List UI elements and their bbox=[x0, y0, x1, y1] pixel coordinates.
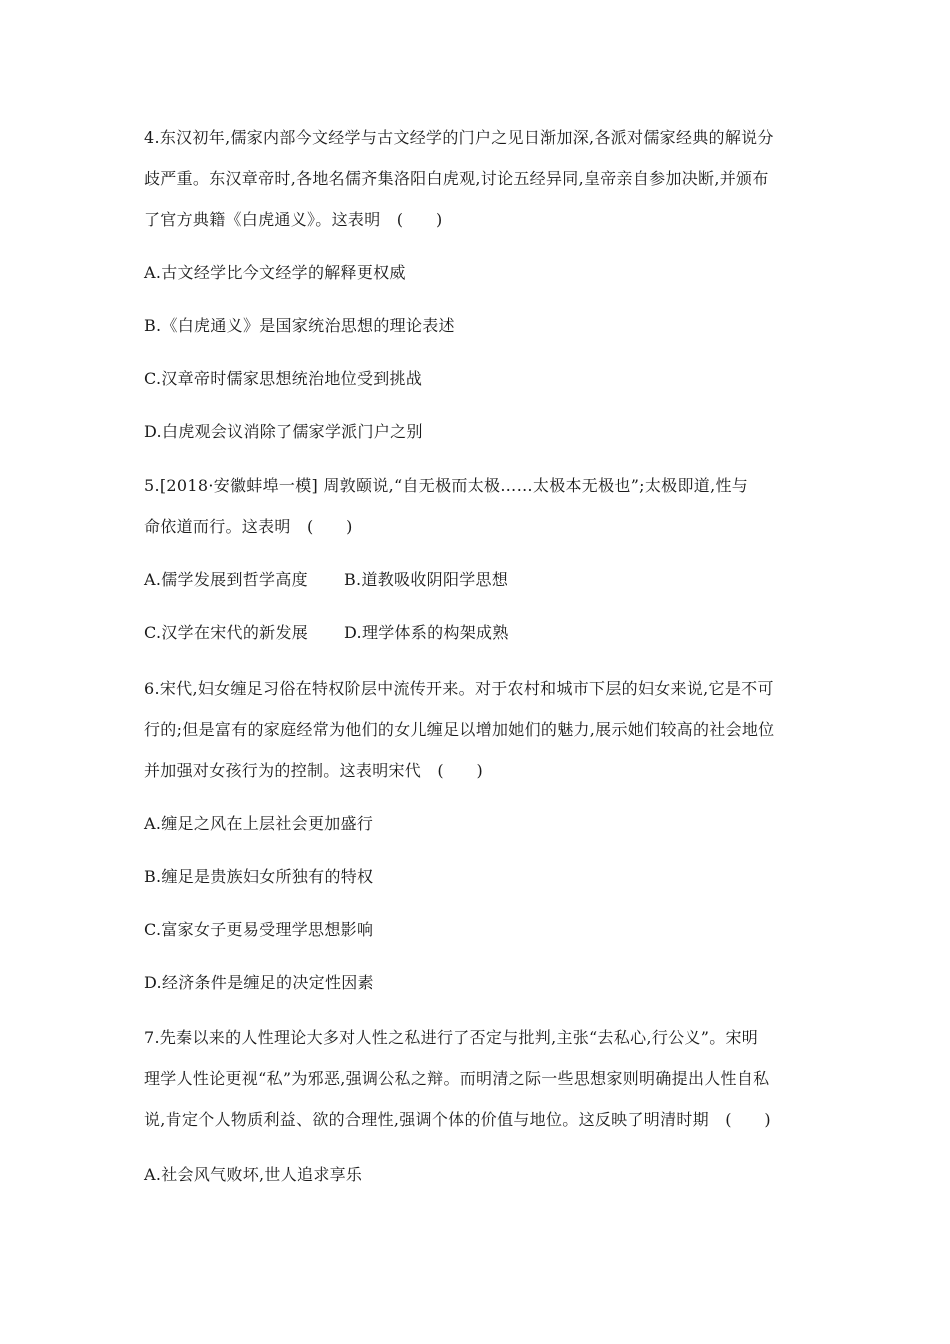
question-7-stem-line-1: 7.先秦以来的人性理论大多对人性之私进行了否定与批判,主张“去私心,行公义”。宋明 bbox=[144, 1028, 759, 1047]
question-5-option-c: C.汉学在宋代的新发展 bbox=[144, 623, 309, 642]
question-4-option-a: A.古文经学比今文经学的解释更权威 bbox=[144, 263, 406, 282]
question-4-option-d: D.白虎观会议消除了儒家学派门户之别 bbox=[144, 422, 423, 441]
question-7-stem-line-2: 理学人性论更视“私”为邪恶,强调公私之辩。而明清之际一些思想家则明确提出人性自私 bbox=[144, 1069, 770, 1088]
question-4-option-b: B.《白虎通义》是国家统治思想的理论表述 bbox=[144, 316, 455, 335]
question-6-option-a: A.缠足之风在上层社会更加盛行 bbox=[144, 814, 374, 833]
question-5-stem-line-2: 命依道而行。这表明 ( ) bbox=[144, 517, 353, 536]
question-6-stem-line-1: 6.宋代,妇女缠足习俗在特权阶层中流传开来。对于农村和城市下层的妇女来说,它是不可 bbox=[144, 679, 774, 698]
question-4-option-c: C.汉章帝时儒家思想统治地位受到挑战 bbox=[144, 369, 423, 388]
question-7-stem-line-3: 说,肯定个人物质利益、欲的合理性,强调个体的价值与地位。这反映了明清时期 ( ) bbox=[144, 1110, 771, 1129]
question-7-option-a: A.社会风气败坏,世人追求享乐 bbox=[144, 1165, 363, 1184]
question-5-option-a: A.儒学发展到哲学高度 bbox=[144, 570, 308, 589]
question-4-stem-line-1: 4.东汉初年,儒家内部今文经学与古文经学的门户之见日渐加深,各派对儒家经典的解说分 bbox=[144, 128, 774, 147]
question-5-stem-line-1: 5.[2018·安徽蚌埠一模] 周敦颐说,“自无极而太极……太极本无极也”;太极即道,性与 bbox=[144, 476, 749, 495]
question-6-stem-line-2: 行的;但是富有的家庭经常为他们的女儿缠足以增加她们的魅力,展示她们较高的社会地位 bbox=[144, 720, 775, 739]
question-6-option-d: D.经济条件是缠足的决定性因素 bbox=[144, 973, 374, 992]
question-6-option-c: C.富家女子更易受理学思想影响 bbox=[144, 920, 374, 939]
question-5-option-d: D.理学体系的构架成熟 bbox=[344, 623, 509, 642]
question-5-option-b: B.道教吸收阴阳学思想 bbox=[344, 570, 509, 589]
question-6-option-b: B.缠足是贵族妇女所独有的特权 bbox=[144, 867, 374, 886]
question-6-stem-line-3: 并加强对女孩行为的控制。这表明宋代 ( ) bbox=[144, 761, 484, 780]
question-4-stem-line-2: 歧严重。东汉章帝时,各地名儒齐集洛阳白虎观,讨论五经异同,皇帝亲自参加决断,并颁布 bbox=[144, 169, 769, 188]
question-4-stem-line-3: 了官方典籍《白虎通义》。这表明 ( ) bbox=[144, 210, 443, 229]
